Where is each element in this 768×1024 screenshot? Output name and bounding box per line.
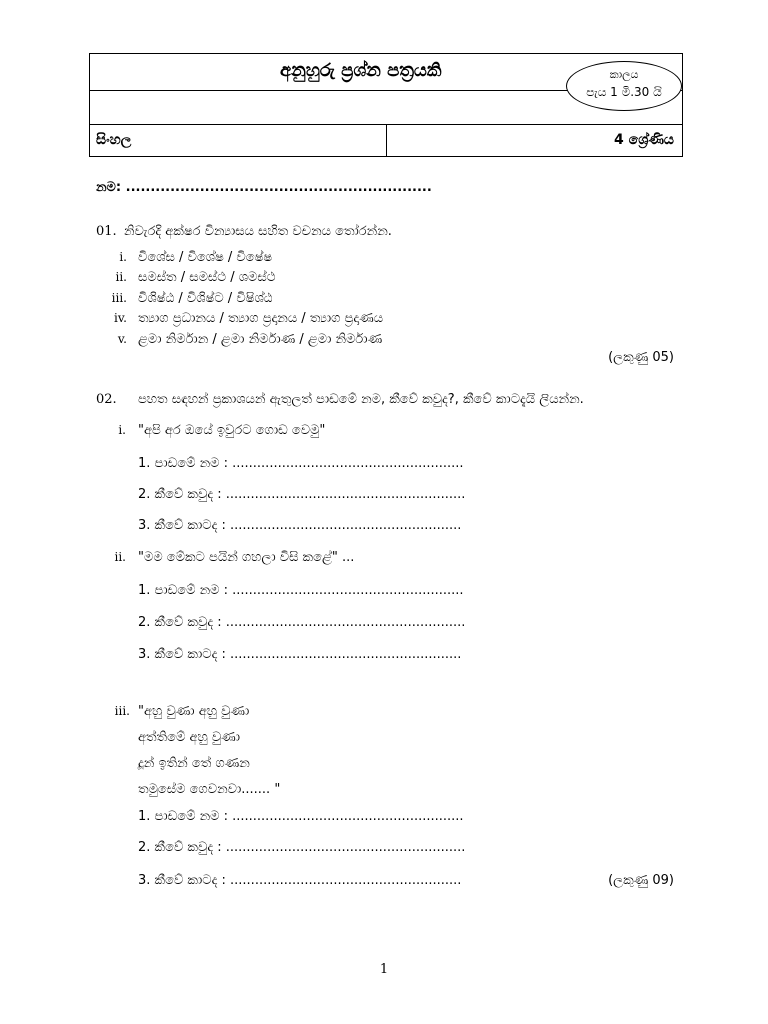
q2-quote-line: "අහු වුණා අහු වුණා — [138, 704, 250, 719]
answer-line: 1. පාඩමේ නම : ........................................................ — [138, 809, 464, 824]
q1-number: 01. — [96, 224, 117, 239]
student-name-line: නම: .............................................................. — [96, 180, 432, 195]
subject-label: සිංහල — [96, 132, 132, 148]
q1-item-text: ත්‍යාග ප්‍රධානය / ත්‍යාග ප්‍රදානය / ත්‍යාග ප්‍රදාණය — [138, 311, 384, 326]
q2-quote: "මම මේකට පයින් ගහලා විසි කළේ" ... — [138, 550, 355, 565]
q2-quote-line: දූන් ඉතින් තේ ගණන — [138, 756, 250, 771]
answer-line: 1. පාඩමේ නම : ........................................................ — [138, 583, 464, 598]
q1-item-label: iii. — [111, 291, 127, 305]
q2-part-label: iii. — [114, 704, 130, 718]
time-oval — [566, 61, 682, 111]
q2-part-label: i. — [118, 423, 126, 437]
q1-item-label: ii. — [115, 270, 127, 284]
cell-divider — [386, 125, 387, 157]
q1-item-text: සමස්ත / සමස්ථ / ශමස්ථ — [138, 270, 276, 285]
q1-marks: (ලකුණු 05) — [608, 350, 674, 365]
paper-title: අනුහුරු ප්‍රශ්න පත්‍රයකි — [280, 60, 442, 81]
q2-instruction: පහත සඳහන් ප්‍රකාශයන් ඇතුලත් පාඩමේ නම, කීවේ කවුද?, කීවේ කාටදැයි ලියන්න. — [138, 392, 584, 407]
answer-line: 1. පාඩමේ නම : ........................................................ — [138, 456, 464, 471]
q1-item-text: ළමා නිර්මාන / ළමා නිර්මාණ / ළමා නිර්මාණ — [138, 332, 383, 347]
answer-line: 2. කීවේ කවුද : .......................................................... — [138, 487, 466, 502]
answer-line: 2. කීවේ කවුද : .......................................................... — [138, 840, 466, 855]
q1-item-text: විශිෂ්ඨ / විශිෂ්ට / විෂිශ්ඨ — [138, 291, 273, 306]
q2-quote: "අපි අර ඔයේ ඉවුරට ගොඩ වෙමු" — [138, 423, 326, 438]
q1-item-label: i. — [119, 250, 127, 264]
answer-line: 3. කීවේ කාටද : ........................................................ — [138, 873, 462, 888]
time-value: පැය 1 මි.30 යි — [586, 85, 662, 99]
q2-quote-line: තමුසේම ගෙවනවා....... " — [138, 782, 281, 797]
time-label: කාලය — [609, 68, 639, 81]
q2-number: 02. — [96, 392, 117, 407]
q1-item-label: iv. — [113, 311, 127, 325]
subject-row — [90, 124, 682, 157]
q2-part-label: ii. — [114, 550, 126, 564]
q2-marks: (ලකුණු 09) — [608, 873, 674, 888]
header-box — [89, 53, 683, 157]
q1-item-text: විශේස / විශේෂ / විෂේෂ — [138, 250, 273, 265]
q1-instruction: නිවැරදි අක්ෂර වින්‍යාසය සහිත වචනය තෝරන්න. — [124, 224, 392, 239]
grade-label: 4 ශ්‍රේණිය — [614, 132, 674, 148]
answer-line: 2. කීවේ කවුද : .......................................................... — [138, 615, 466, 630]
q2-quote-line: අත්තිමේ අහු වුණා — [138, 730, 241, 745]
answer-line: 3. කීවේ කාටද : ........................................................ — [138, 647, 462, 662]
answer-line: 3. කීවේ කාටද : ........................................................ — [138, 518, 462, 533]
page-number: 1 — [379, 962, 389, 977]
q1-item-label: v. — [117, 332, 127, 346]
